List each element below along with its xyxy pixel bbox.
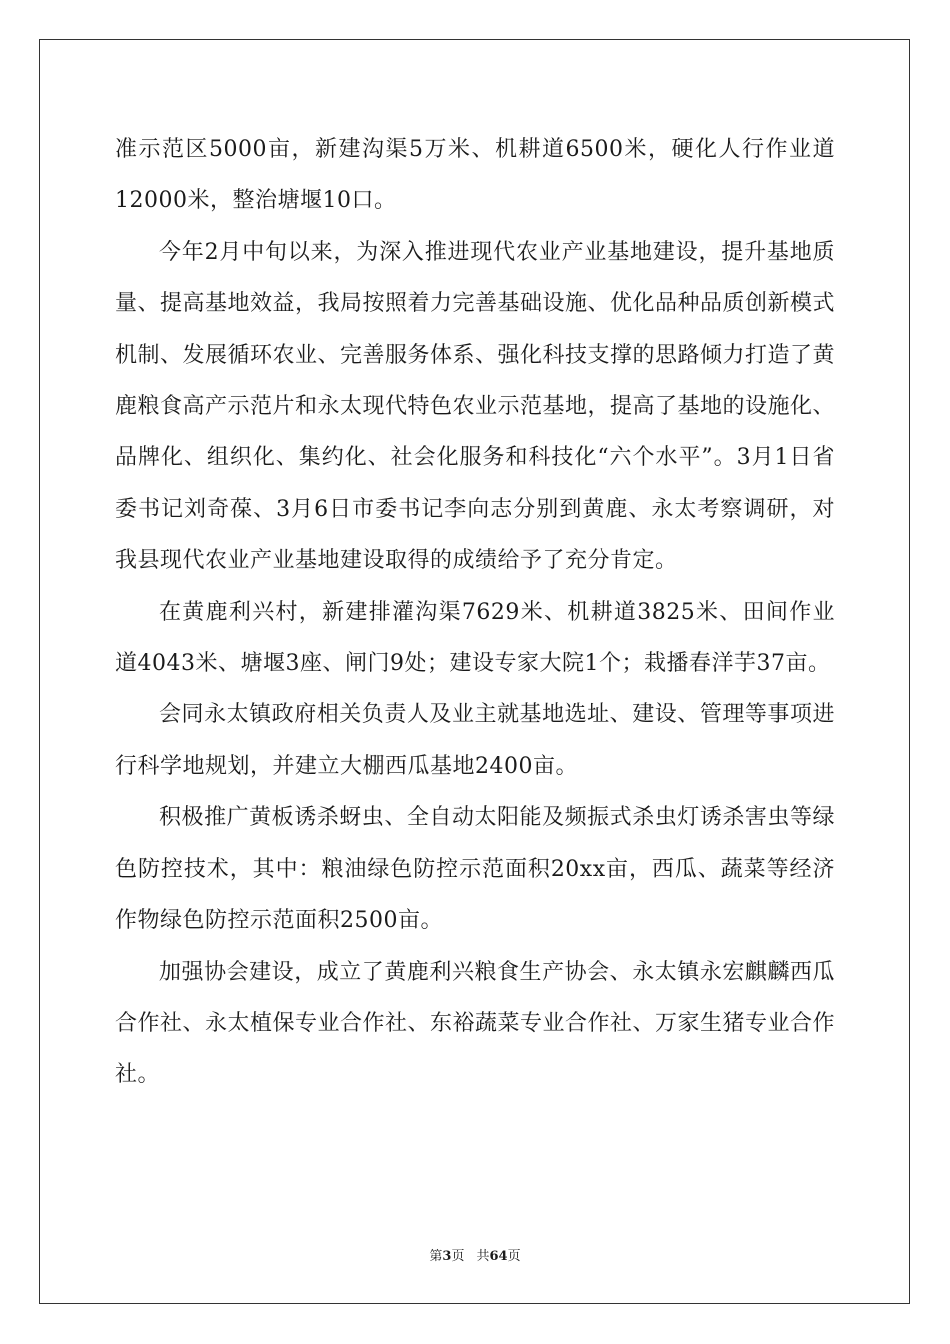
paragraph-5: 积极推广黄板诱杀蚜虫、全自动太阳能及频振式杀虫灯诱杀害虫等绿色防控技术，其中：粮油绿色防控示范面积20xx亩，西瓜、蔬菜等经济作物绿色防控示范面积2500亩。 (115, 805, 835, 934)
page-suffix: 页 (451, 1249, 465, 1264)
page-prefix: 第 (429, 1249, 443, 1264)
document-body (115, 124, 835, 1101)
page-number: 3 (442, 1249, 452, 1264)
paragraph-2: 今年2月中旬以来，为深入推进现代农业产业基地建设，提升基地质量、提高基地效益，我局按照着力完善基础设施、优化品种品质创新模式机制、发展循环农业、完善服务体系、强化科技支撑的思路倾力打造了黄鹿粮食高产示范片和永太现代特色农业示范基地，提高了基地的设施化、品牌化、组织化、集约化、社会化服务和科技化“六个水平”。3月1日省委书记刘奇葆、3月6日市委书记李向志分别到黄鹿、永太考察调研，对我县现代农业产业基地建设取得的成绩给予了充分肯定。 (115, 239, 836, 574)
paragraph-4: 会同永太镇政府相关负责人及业主就基地选址、建设、管理等事项进行科学地规划，并建立大棚西瓜基地2400亩。 (115, 702, 835, 779)
total-prefix: 共 (476, 1249, 490, 1264)
paragraph-1: 准示范区5000亩，新建沟渠5万米、机耕道6500米，硬化人行作业道12000米，整治塘堰10口。 (115, 137, 835, 214)
paragraph-6: 加强协会建设，成立了黄鹿利兴粮食生产协会、永太镇永宏麒麟西瓜合作社、永太植保专业合作社、东裕蔬菜专业合作社、万家生猪专业合作社。 (115, 959, 836, 1088)
page-footer (0, 1248, 950, 1266)
paragraph-3: 在黄鹿利兴村，新建排灌沟渠7629米、机耕道3825米、田间作业道4043米、塘堰3座、闸门9处；建设专家大院1个；栽播春洋芋37亩。 (115, 599, 835, 677)
total-suffix: 页 (507, 1249, 521, 1264)
total-pages: 64 (489, 1249, 508, 1264)
